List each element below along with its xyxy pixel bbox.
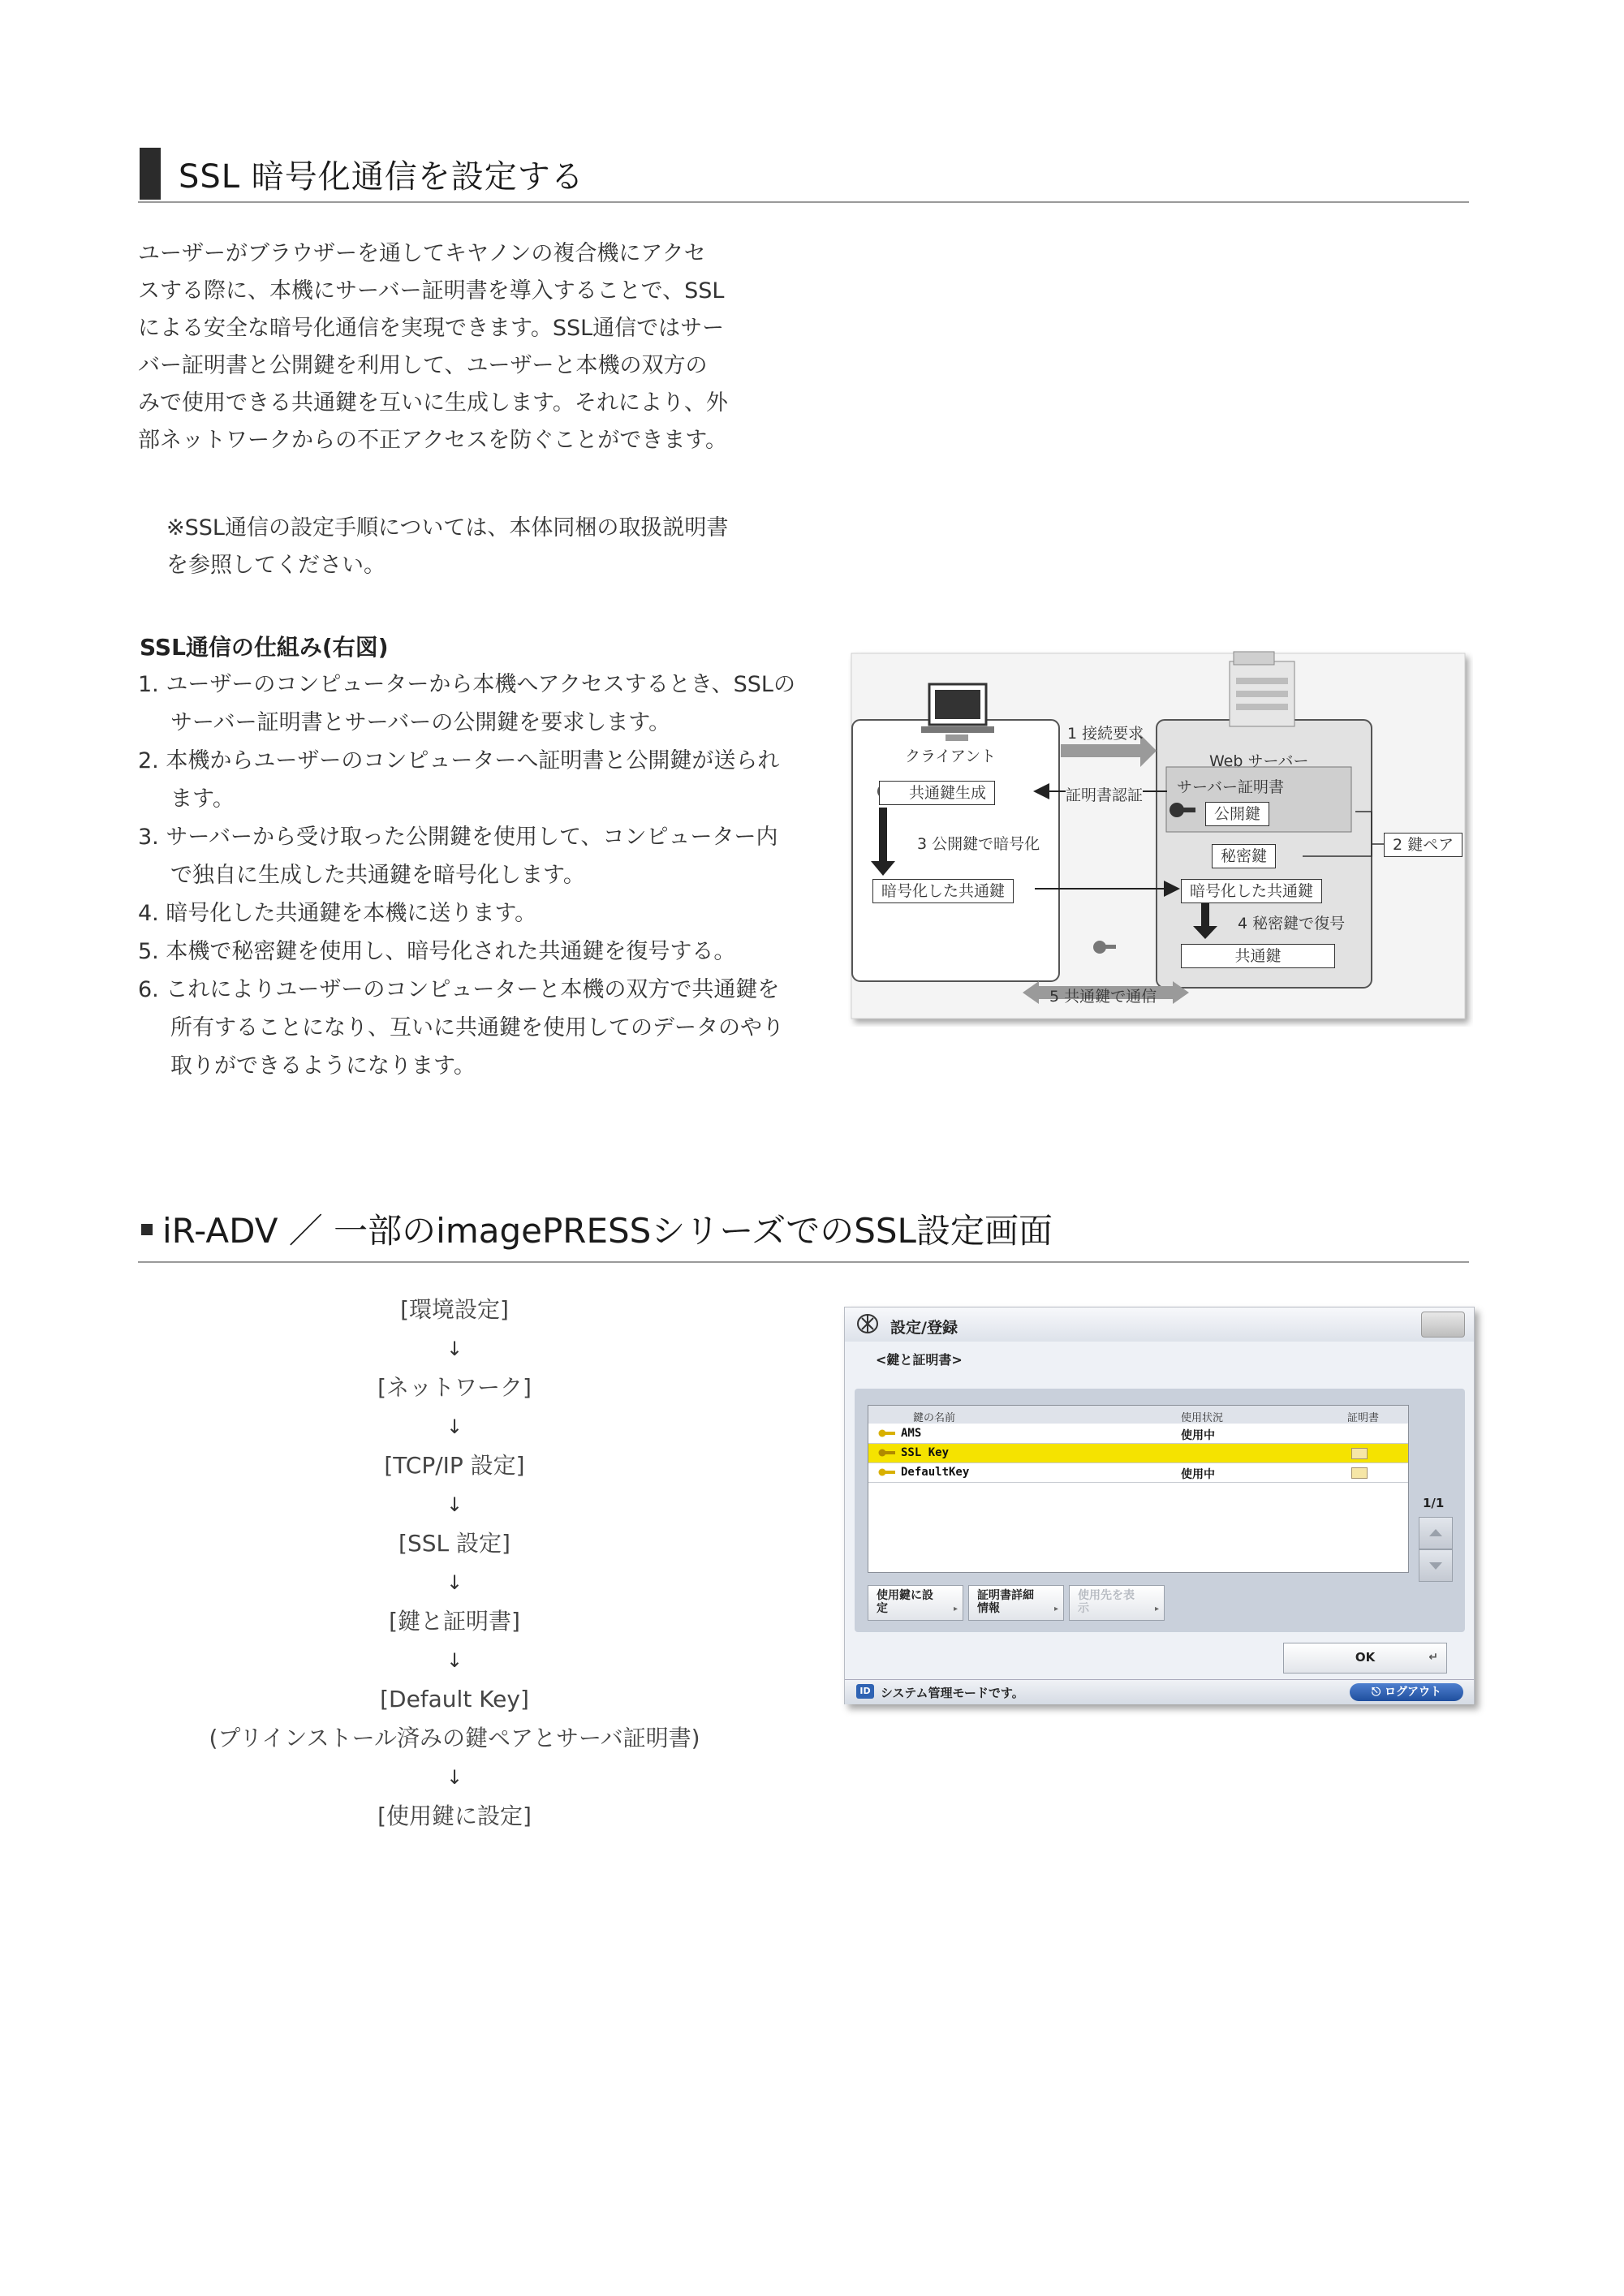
cert-details-button[interactable] bbox=[968, 1585, 1064, 1621]
chevron-right-icon: ▸ bbox=[953, 1605, 958, 1613]
step-item: 3. サーバーから受け取った公開鍵を使用して、コンピューター内で独自に生成した共通鍵を暗号化します。 bbox=[138, 825, 778, 888]
logout-icon: ⎋ bbox=[1372, 1686, 1381, 1699]
page-indicator: 1/1 bbox=[1423, 1496, 1445, 1510]
row-key-name: AMS bbox=[901, 1427, 922, 1440]
note-line: を参照してください。 bbox=[166, 553, 386, 578]
show-usage-button[interactable] bbox=[1069, 1585, 1165, 1621]
row-status: 使用中 bbox=[1181, 1468, 1215, 1481]
certificate-icon bbox=[1351, 1448, 1368, 1459]
note-line: ※SSL通信の設定手順については、本体同梱の取扱説明書 bbox=[166, 515, 729, 541]
scroll-down-button[interactable] bbox=[1419, 1549, 1453, 1582]
intro-paragraph bbox=[138, 235, 779, 459]
intro-line: みで使用できる共通鍵を互いに生成します。それにより、外 bbox=[138, 390, 728, 416]
printer-icon bbox=[1230, 652, 1294, 726]
flow-step: [SSL 設定] bbox=[398, 1530, 510, 1557]
logout-label: ログアウト bbox=[1384, 1686, 1441, 1699]
device-screen bbox=[844, 1307, 1475, 1704]
flow-arrow: ↓ bbox=[446, 1415, 463, 1438]
intro-line: ユーザーがブラウザーを通してキヤノンの複合機にアクセ bbox=[138, 241, 706, 266]
flow-arrow: ↓ bbox=[446, 1571, 463, 1594]
intro-line: による安全な暗号化通信を実現できます。SSL通信ではサー bbox=[138, 316, 725, 341]
step1-label: 1 接続要求 bbox=[1067, 725, 1144, 743]
step5-label: 5 共通鍵で通信 bbox=[1049, 988, 1157, 1006]
screen-title-bar bbox=[845, 1307, 1474, 1342]
row-status: 使用中 bbox=[1181, 1429, 1215, 1442]
key-icon bbox=[878, 1467, 896, 1478]
table-row[interactable] bbox=[868, 1424, 1408, 1444]
ssl-diagram bbox=[848, 645, 1473, 1027]
table-row-selected[interactable] bbox=[868, 1444, 1408, 1463]
ok-button[interactable] bbox=[1283, 1643, 1447, 1674]
settings-gear-icon bbox=[856, 1312, 879, 1335]
key-table bbox=[868, 1405, 1409, 1573]
flow-step: [環境設定] bbox=[400, 1296, 509, 1323]
public-key-box: 公開鍵 bbox=[1205, 802, 1269, 826]
step-item: 5. 本機で秘密鍵を使用し、暗号化された共通鍵を復号する。 bbox=[138, 939, 736, 964]
step3-label: 3 公開鍵で暗号化 bbox=[917, 835, 1040, 853]
section-title: SSL 暗号化通信を設定する bbox=[179, 158, 584, 196]
section-heading-ssl bbox=[138, 144, 1469, 203]
heading-square bbox=[141, 1224, 153, 1235]
table-row[interactable] bbox=[868, 1463, 1408, 1483]
encrypted-key-client-box: 暗号化した共通鍵 bbox=[872, 879, 1014, 903]
step-item: 2. 本機からユーザーのコンピューターへ証明書と公開鍵が送られます。 bbox=[138, 748, 780, 812]
ok-label: OK bbox=[1355, 1650, 1376, 1665]
step-item: 4. 暗号化した共通鍵を本機に送ります。 bbox=[138, 901, 537, 926]
step-item: 1. ユーザーのコンピューターから本機へアクセスするとき、SSLのサーバー証明書とサーバーの公開鍵を要求します。 bbox=[138, 672, 795, 735]
logout-button[interactable] bbox=[1350, 1683, 1463, 1701]
col-key-name: 鍵の名前 bbox=[913, 1412, 956, 1424]
breadcrumb: <鍵と証明書> bbox=[876, 1352, 963, 1368]
server-cert-label: サーバー証明書 bbox=[1177, 778, 1285, 796]
note-paragraph bbox=[166, 510, 783, 584]
col-cert: 証明書 bbox=[1347, 1412, 1380, 1424]
gen-common-key-box: 共通鍵生成 bbox=[879, 781, 995, 805]
encrypt-down-arrow bbox=[879, 808, 887, 863]
computer-icon bbox=[921, 684, 994, 741]
section-heading-screen bbox=[138, 1200, 1469, 1263]
flow-step: [使用鍵に設定] bbox=[377, 1803, 532, 1829]
key-pair-box: 2 鍵ペア bbox=[1384, 833, 1462, 857]
settings-flow bbox=[187, 1290, 722, 1836]
flow-arrow: ↓ bbox=[446, 1766, 463, 1789]
enter-icon: ↵ bbox=[1428, 1651, 1438, 1664]
cert-check-label: 証明書認証 bbox=[1066, 783, 1143, 805]
button-label: 使用先を表示 bbox=[1078, 1589, 1135, 1615]
flow-arrow: ↓ bbox=[446, 1493, 463, 1516]
status-message: システム管理モードです。 bbox=[881, 1686, 1024, 1700]
steps-list bbox=[138, 666, 795, 1085]
chevron-right-icon: ▸ bbox=[1154, 1605, 1159, 1613]
certificate-icon bbox=[1351, 1467, 1368, 1479]
row-key-name: DefaultKey bbox=[901, 1466, 970, 1479]
decrypt-down-arrow bbox=[1201, 903, 1209, 928]
flow-step: [鍵と証明書] bbox=[389, 1608, 520, 1635]
common-key-box: 共通鍵 bbox=[1181, 944, 1335, 968]
server-label: Web サーバー bbox=[1209, 752, 1309, 770]
flow-arrow: ↓ bbox=[446, 1338, 463, 1360]
section2-title: iR-ADV ／ 一部のimagePRESSシリーズでのSSL設定画面 bbox=[162, 1211, 1053, 1251]
mechanism-heading: SSL通信の仕組み(右図) bbox=[140, 634, 389, 661]
key-icon bbox=[878, 1447, 896, 1458]
col-status: 使用状況 bbox=[1181, 1412, 1224, 1424]
step-item: 6. これによりユーザーのコンピューターと本機の双方で共通鍵を所有することになり、互いに共通鍵を使用してのデータのやり取りができるようになります。 bbox=[138, 977, 784, 1079]
flow-step-note: (プリインストール済みの鍵ペアとサーバ証明書) bbox=[209, 1725, 700, 1751]
encrypted-key-server-box: 暗号化した共通鍵 bbox=[1181, 879, 1322, 903]
screen-corner-button[interactable] bbox=[1421, 1312, 1465, 1338]
id-icon: ID bbox=[856, 1684, 874, 1699]
flow-arrow: ↓ bbox=[446, 1649, 463, 1672]
intro-line: スする際に、本機にサーバー証明書を導入することで、SSL bbox=[138, 278, 725, 304]
flow-step: [ネットワーク] bbox=[377, 1374, 532, 1401]
private-key-box: 秘密鍵 bbox=[1212, 844, 1276, 868]
screen-title: 設定/登録 bbox=[890, 1319, 958, 1337]
set-as-used-key-button[interactable] bbox=[868, 1585, 963, 1621]
chevron-right-icon: ▸ bbox=[1053, 1605, 1058, 1613]
intro-line: バー証明書と公開鍵を利用して、ユーザーと本機の双方の bbox=[138, 353, 708, 378]
button-label: 証明書詳細情報 bbox=[977, 1589, 1034, 1615]
client-label: クライアント bbox=[905, 747, 997, 765]
arrow-up-icon bbox=[1429, 1529, 1442, 1536]
scroll-up-button[interactable] bbox=[1419, 1517, 1453, 1549]
status-bar bbox=[845, 1679, 1474, 1704]
step4-label: 4 秘密鍵で復号 bbox=[1238, 915, 1346, 933]
heading-bar bbox=[140, 148, 161, 200]
row-key-name: SSL Key bbox=[901, 1446, 950, 1459]
key-icon bbox=[878, 1428, 896, 1439]
button-label: 使用鍵に設定 bbox=[877, 1589, 933, 1615]
flow-step: [Default Key] bbox=[380, 1686, 529, 1712]
table-header bbox=[868, 1406, 1408, 1424]
arrow-down-icon bbox=[1429, 1562, 1442, 1570]
intro-line: 部ネットワークからの不正アクセスを防ぐことができます。 bbox=[138, 428, 728, 453]
flow-step: [TCP/IP 設定] bbox=[384, 1452, 525, 1479]
